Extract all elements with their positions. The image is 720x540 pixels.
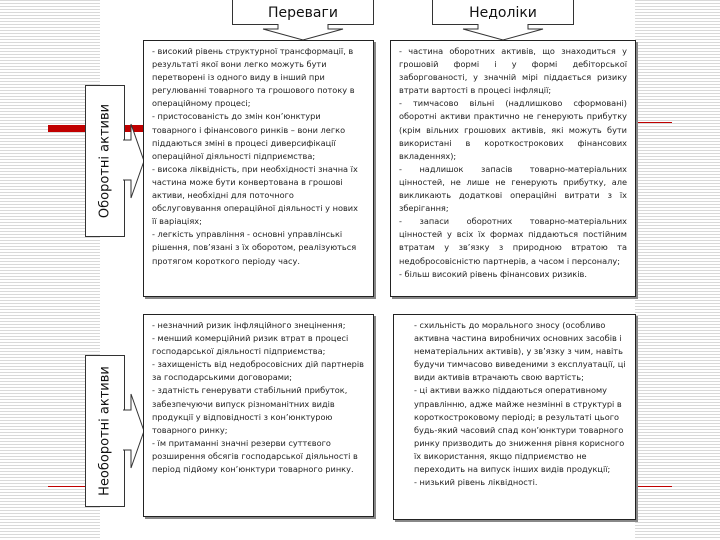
list-item: - пристосованість до змін кон’юнктури товарного і фінансового ринків – вони легко піддаються зміні в процесі диверсифікації операційної діяльності підприємства; <box>152 111 346 161</box>
header-advantages-label: Переваги <box>268 5 338 21</box>
row-label-current-assets <box>85 85 125 237</box>
list-item: - висока ліквідність, при необхідності значна їх частина може бути конвертована в грошові активи, необхідні для поточного обслуговування операційної діяльності у нових її варіаціях; <box>152 163 358 227</box>
cell-noncurrent-advantages <box>143 314 374 517</box>
row-label-current-text: Оборотні активи <box>97 103 113 219</box>
list-item: - ці активи важко піддаються оперативному управлінню, адже майже незмінні в структурі в короткостроковому періоді; в результаті цього будь-який часовий спад кон’юнктури товарного ринку призводить до зниження рівня корисного їх використання, якщо підприємство не переходить на випуск інших видів продукції; <box>414 385 625 475</box>
list-item: - низький рівень ліквідності. <box>414 477 538 488</box>
cell-current-advantages <box>143 40 374 297</box>
header-advantages <box>232 0 374 25</box>
red-divider-top <box>48 125 88 132</box>
arrow-right-icon <box>123 392 145 470</box>
cell-noncurrent-disadvantages <box>393 314 636 520</box>
arrow-down-icon <box>462 24 544 41</box>
list-item: - більш високий рівень фінансових ризиків. <box>399 268 587 279</box>
background-stripes-right <box>635 0 720 540</box>
red-divider-bottom <box>48 486 88 487</box>
list-item: - легкість управління - основні управлінські рішення, пов’язані з їх оборотом, реалізуються протягом короткого періоду часу. <box>152 229 357 266</box>
list-item: - частина оборотних активів, що знаходиться у грошовій формі і у формі дебіторської заборгованості, у значній мірі піддається ризику втрати вартості в процесі інфляції; <box>399 46 627 96</box>
header-disadvantages-label: Недоліки <box>469 5 537 21</box>
list-item: - надлишок запасів товарно-матеріальних цінностей, не лише не генерують прибутку, але викликають додаткові операційні витрати з їх зберігання; <box>399 163 627 214</box>
list-item: - запаси оборотних товарно-матеріальних цінностей у всіх їх формах піддаються постійним втратам у зв’язку з природною втратою та недобросовісністю партнерів, а часом і персоналу; <box>399 216 627 266</box>
list-item: - захищеність від недобросовісних дій партнерів за господарськими договорами; <box>152 359 364 383</box>
list-item: - здатність генерувати стабільний прибуток, забезпечуючи випуск різноманітних видів продукції у відповідності з кон’юнктурою товарного ринку; <box>152 385 348 435</box>
list-item: - їм притаманні значні резерви суттєвого розширення обсягів господарської діяльності в період підйому кон’юнктури товарного ринку. <box>152 437 358 475</box>
red-divider-top-right <box>636 122 672 123</box>
list-item: - тимчасово вільні (надлишково сформовані) оборотні активи практично не генерують прибутку (крім вільних грошових активів, які можуть бути використані в короткострокових фінансових вкладеннях); <box>399 98 627 161</box>
arrow-right-icon <box>123 122 145 200</box>
red-divider-bottom-right <box>636 486 672 487</box>
header-disadvantages <box>432 0 574 25</box>
list-item: - незначний ризик інфляційного знецінення; <box>152 320 346 330</box>
list-item: - схильність до морального зносу (особливо активна частина виробничих основних засобів і нематеріальних активів), у зв’язку з чим, навіть будучи тимчасово виведеними з експлуатації, ці види активів втрачають свою вартість; <box>414 320 626 383</box>
list-item: - менший комерційний ризик втрат в процесі господарської діяльності підприємства; <box>152 333 349 357</box>
cell-current-disadvantages <box>390 40 636 297</box>
row-label-noncurrent-text: Необоротні активи <box>97 366 113 496</box>
arrow-down-icon <box>262 24 344 41</box>
list-item: - високий рівень структурної трансформації, в результаті якої вони легко можуть бути перетворені із одного виду в інший при регулюванні товарного та грошового потоку в операційному процесі; <box>152 46 355 109</box>
row-label-noncurrent-assets <box>85 355 125 507</box>
